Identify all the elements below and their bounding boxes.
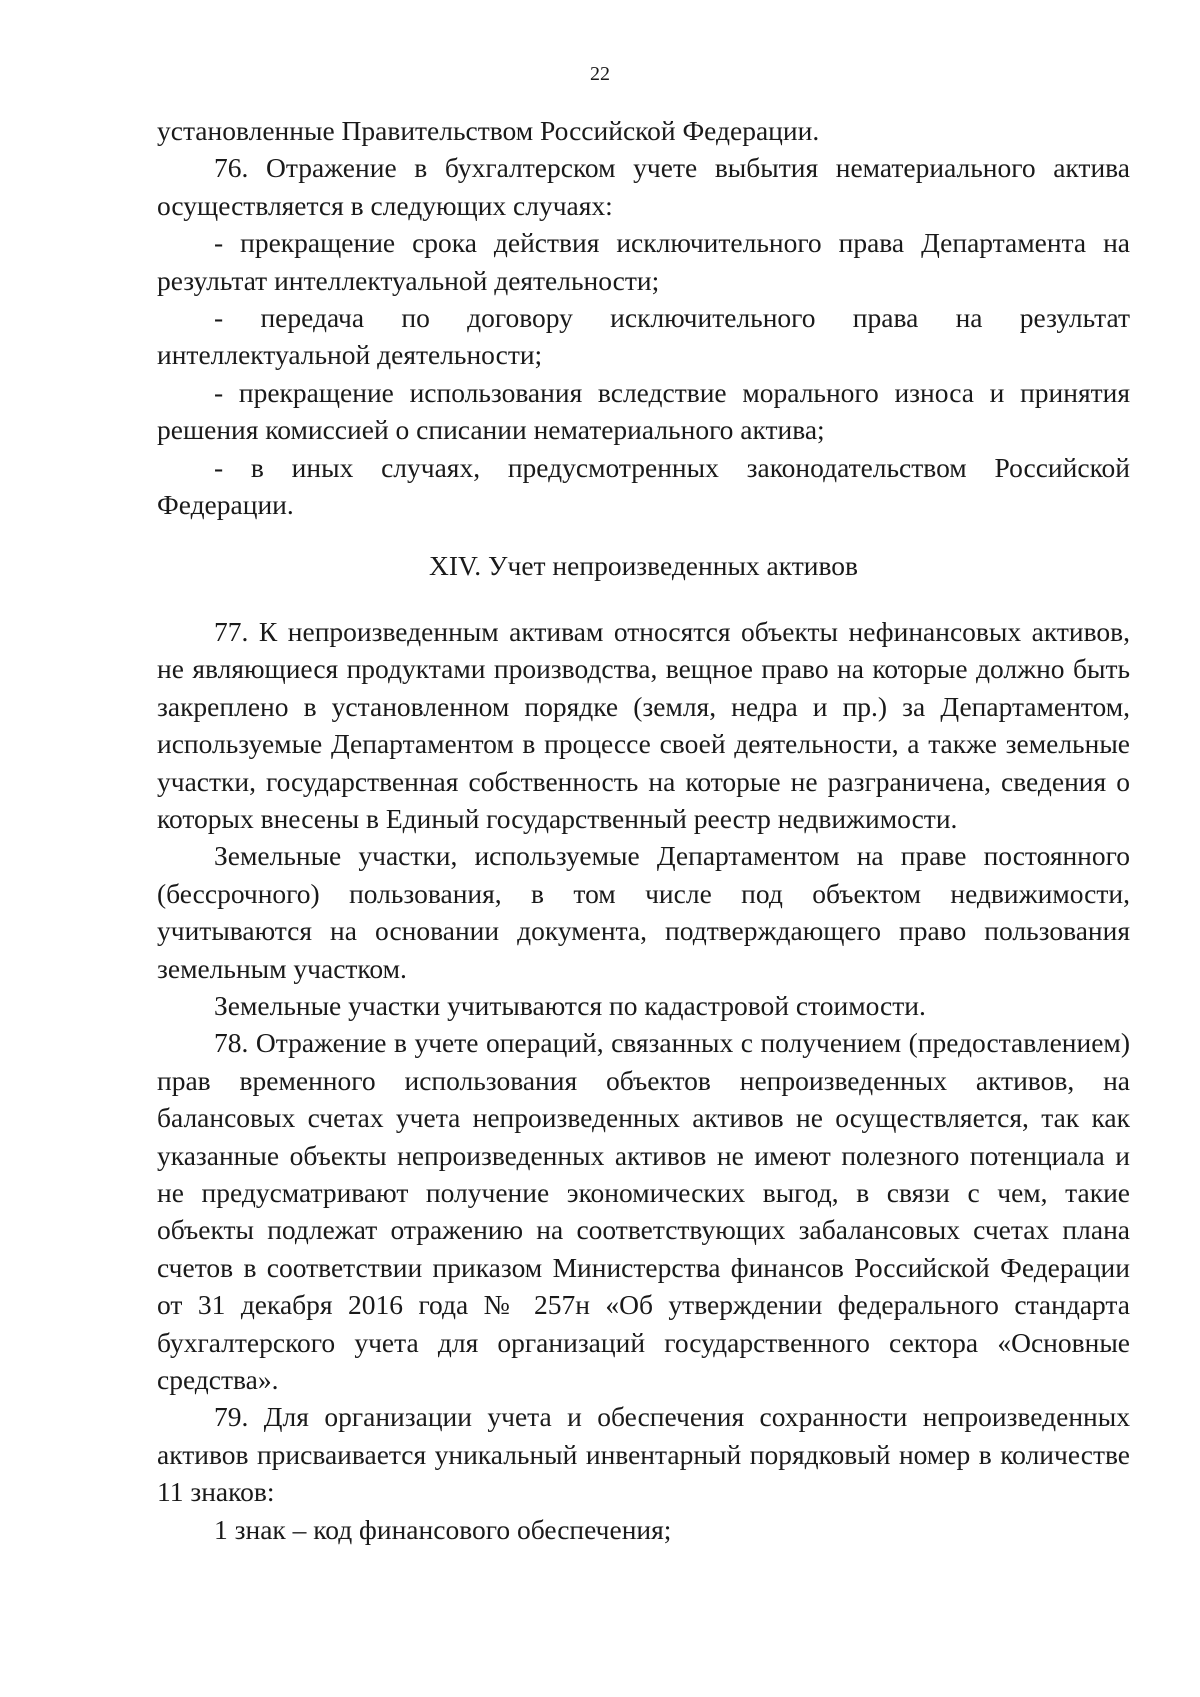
paragraph: - прекращение использования вследствие морального износа и принятия решения комиссией о списании нематериального актива; (157, 376, 1130, 446)
paragraph: установленные Правительством Российской Федерации. (157, 115, 820, 146)
paragraph: 79. Для организации учета и обеспечения сохранности непроизведенных активов присваивается уникальный инвентарный порядковый номер в количестве 11 знаков: (157, 1401, 1130, 1508)
paragraph: Земельные участки, используемые Департаментом на праве постоянного (бессрочного) пользования, в том числе под объектом недвижимости, учитываются на основании документа, подтверждающего право пользования земельным участком. (157, 840, 1130, 984)
section-heading: XIV. Учет непроизведенных активов (428, 550, 859, 582)
paragraph: 1 знак – код финансового обеспечения; (214, 1513, 672, 1545)
paragraphs-before-heading (157, 112, 1130, 523)
document-body (157, 112, 1130, 1548)
paragraph: 78. Отражение в учете операций, связанных с получением (предоставлением) прав временного использования объектов непроизведенных активов, на балансовых счетах учета непроизведенных активов не осуществляется, так как указанные объекты непроизведенных активов не имеют полезного потенциала и не предусматривают получение экономических выгод, в связи с чем, такие объекты подлежат отражению на соответствующих забалансовых счетах плана счетов в соответствии приказом Министерства финансов Российской Федерации от 31 декабря 2016 года № 257н «Об утверждении федерального стандарта бухгалтерского учета для организаций государственного сектора «Основные средства». (157, 1027, 1130, 1395)
paragraph: 77. К непроизведенным активам относятся объекты нефинансовых активов, не являющиеся продуктами производства, вещное право на которые должно быть закреплено в установленном порядке (земля, недра и пр.) за Департаментом, используемые Департаментом в процессе своей деятельности, а также земельные участки, государственная собственность на которые не разграничена, сведения о которых внесены в Единый государственный реестр недвижимости. (157, 615, 1130, 834)
paragraphs-after-heading (157, 613, 1130, 1548)
paragraph: - передача по договору исключительного права на результат интеллектуальной деятельности; (157, 302, 1130, 371)
paragraph: - в иных случаях, предусмотренных законодательством Российской Федерации. (157, 451, 1130, 521)
paragraph: Земельные участки учитываются по кадастровой стоимости. (214, 989, 926, 1021)
paragraph: 76. Отражение в бухгалтерском учете выбытия нематериального актива осуществляется в следующих случаях: (157, 152, 1130, 221)
page-number: 22 (590, 63, 610, 85)
paragraph: - прекращение срока действия исключительного права Департамента на результат интеллектуальной деятельности; (157, 227, 1130, 296)
